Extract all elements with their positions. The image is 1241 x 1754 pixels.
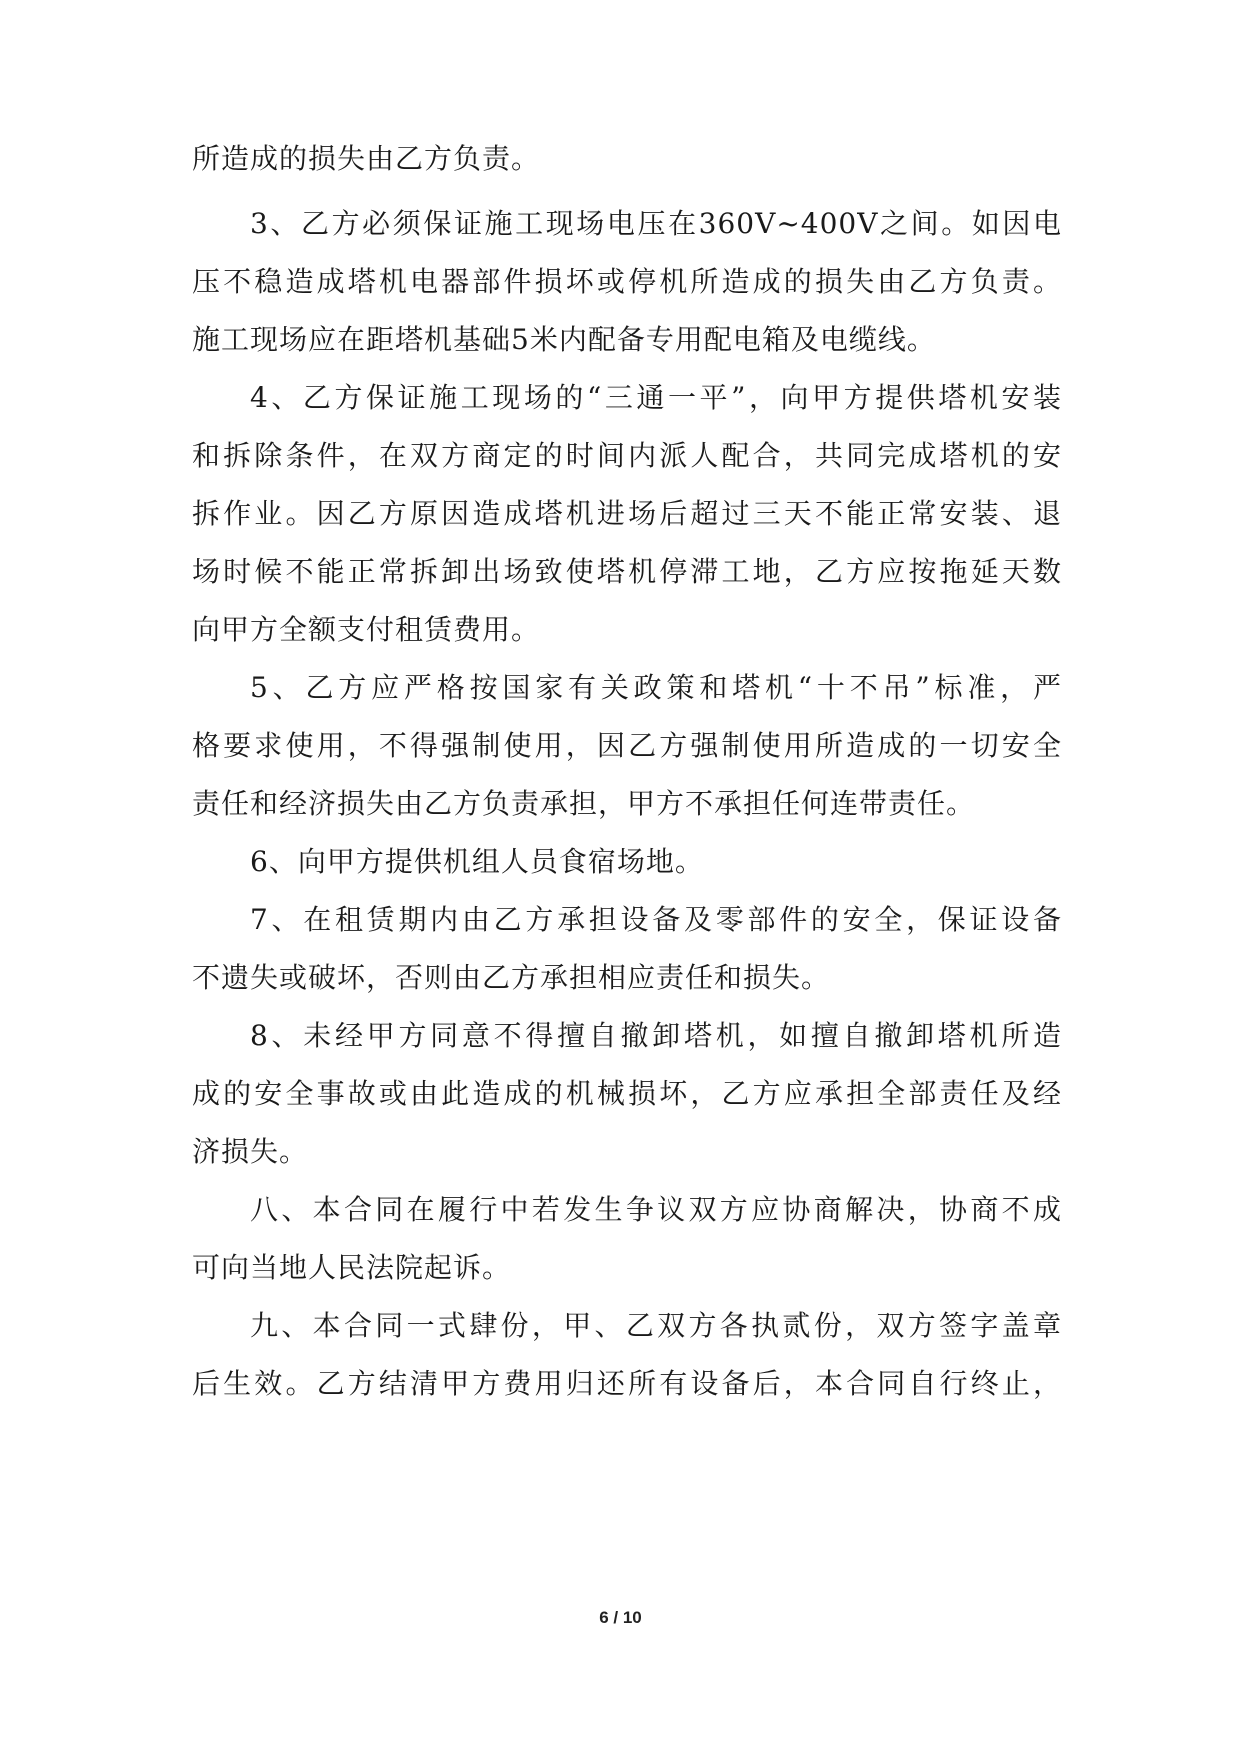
- text-line-1: 所造成的损失由乙方负责。: [192, 142, 541, 175]
- text-line-17: 成的安全事故或由此造成的机械损坏，乙方应承担全部责任及经: [192, 1077, 1062, 1110]
- text-line-4: 施工现场应在距塔机基础5米内配备专用配电箱及电缆线。: [192, 323, 936, 356]
- text-line-9: 向甲方全额支付租赁费用。: [192, 613, 541, 646]
- page-number: 6 / 10: [599, 1608, 642, 1627]
- text-line-16: 8、未经甲方同意不得擅自撤卸塔机，如擅自撤卸塔机所造: [250, 1019, 1062, 1052]
- text-line-6: 和拆除条件，在双方商定的时间内派人配合，共同完成塔机的安: [192, 439, 1062, 472]
- text-line-11: 格要求使用，不得强制使用，因乙方强制使用所造成的一切安全: [192, 729, 1062, 762]
- text-line-15: 不遗失或破坏，否则由乙方承担相应责任和损失。: [192, 961, 831, 994]
- text-line-3: 压不稳造成塔机电器部件损坏或停机所造成的损失由乙方负责。: [192, 265, 1062, 298]
- text-line-18: 济损失。: [192, 1135, 309, 1168]
- text-line-2: 3、乙方必须保证施工现场电压在360V~400V之间。如因电: [250, 207, 1062, 240]
- text-line-7: 拆作业。因乙方原因造成塔机进场后超过三天不能正常安装、退: [192, 497, 1062, 530]
- text-line-5: 4、乙方保证施工现场的“三通一平”，向甲方提供塔机安装: [250, 381, 1062, 414]
- text-line-13: 6、向甲方提供机组人员食宿场地。: [250, 845, 704, 878]
- text-line-10: 5、乙方应严格按国家有关政策和塔机“十不吊”标准，严: [250, 671, 1062, 704]
- text-line-8: 场时候不能正常拆卸出场致使塔机停滞工地，乙方应按拖延天数: [192, 555, 1062, 588]
- text-line-12: 责任和经济损失由乙方负责承担，甲方不承担任何连带责任。: [192, 787, 976, 820]
- text-line-19: 八、本合同在履行中若发生争议双方应协商解决，协商不成: [250, 1193, 1062, 1226]
- text-line-14: 7、在租赁期内由乙方承担设备及零部件的安全，保证设备: [250, 903, 1062, 936]
- text-line-20: 可向当地人民法院起诉。: [192, 1251, 512, 1284]
- text-line-22: 后生效。乙方结清甲方费用归还所有设备后，本合同自行终止，: [192, 1367, 1062, 1400]
- text-line-21: 九、本合同一式肆份，甲、乙双方各执贰份，双方签字盖章: [250, 1309, 1062, 1342]
